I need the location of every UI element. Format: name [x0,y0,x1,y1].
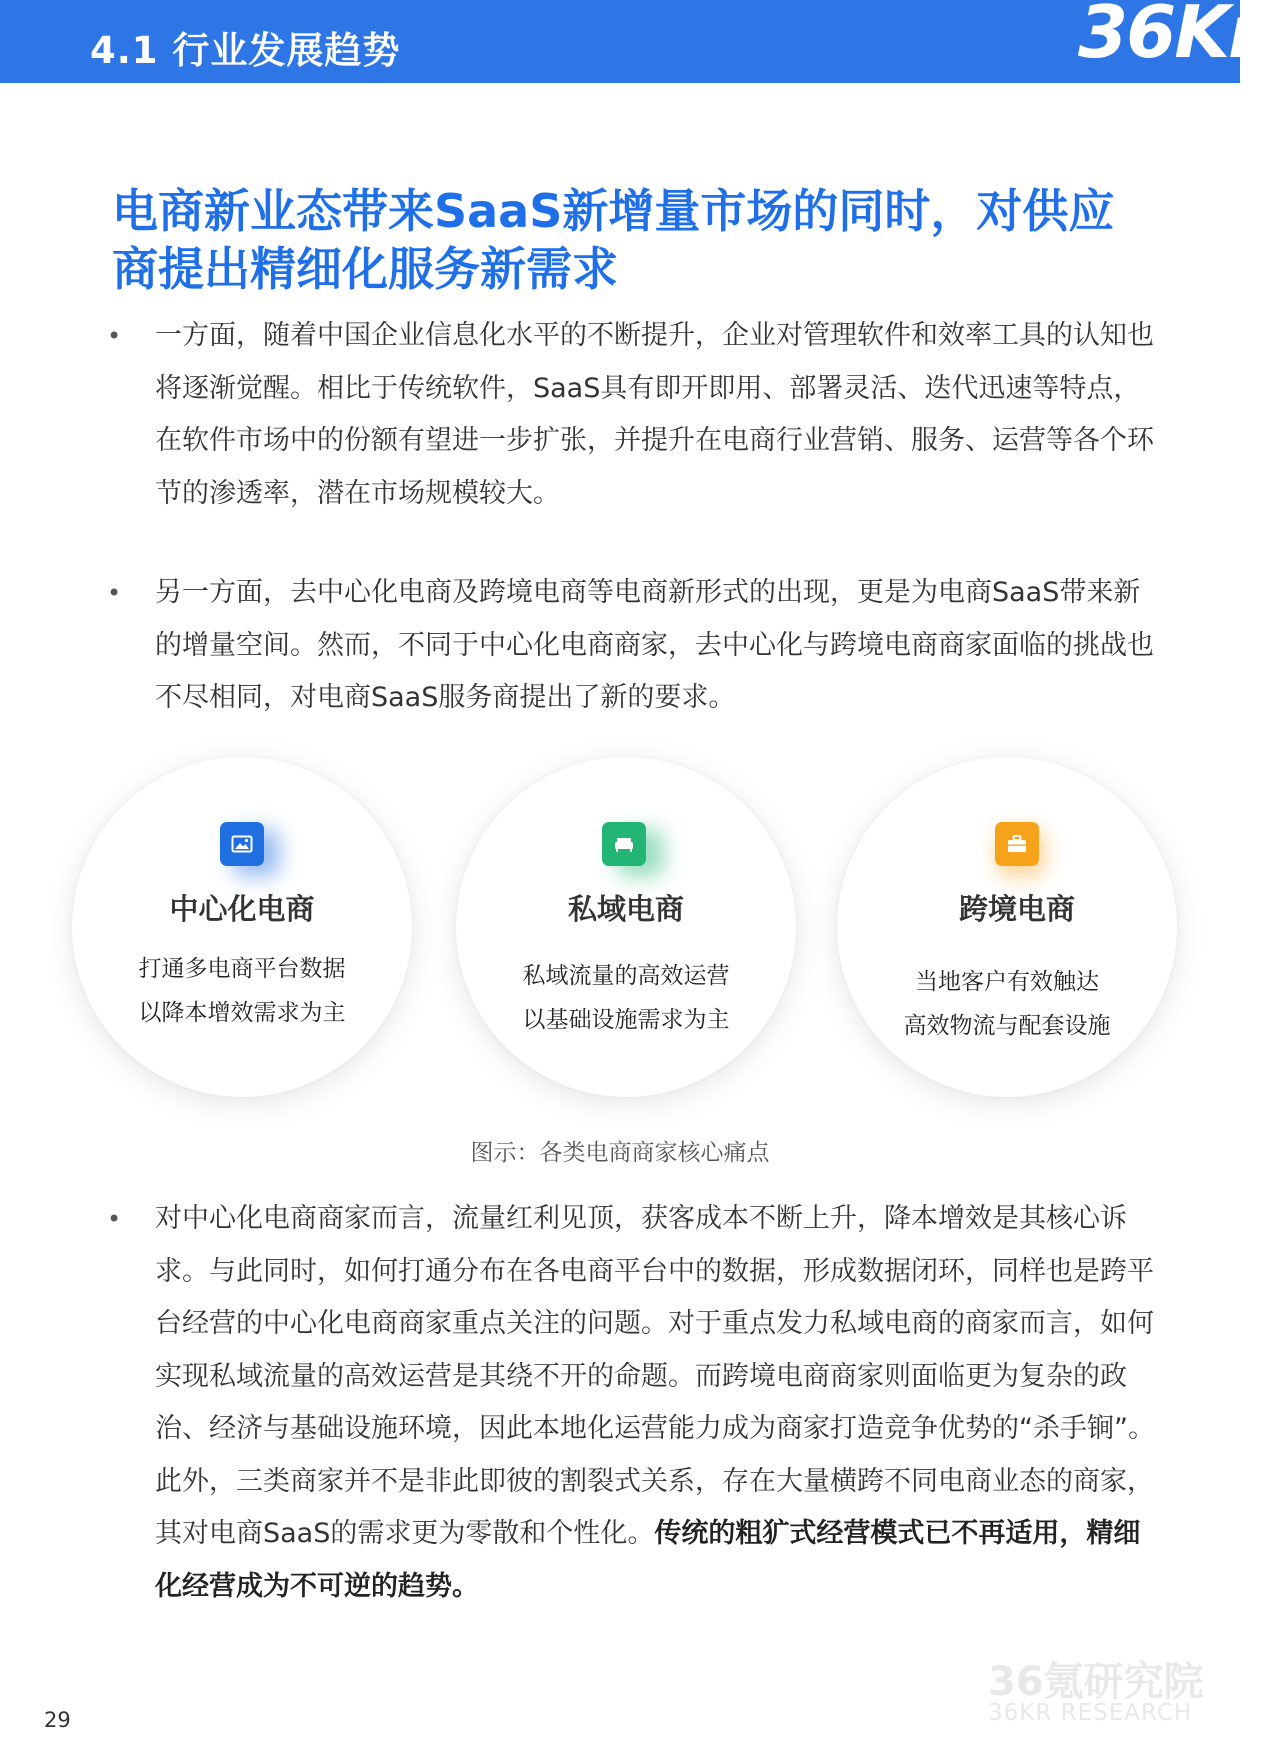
card-centralized-ecommerce [72,757,412,1097]
card-line-2: 高效物流与配套设施 [903,1013,1111,1039]
card-private-ecommerce [456,757,796,1097]
card-line-1: 私域流量的高效运营 [522,963,730,989]
page-number: 29 [44,1708,71,1732]
bullet: • [107,322,122,350]
bullet: • [107,579,122,607]
card-line-1: 打通多电商平台数据 [138,956,346,982]
section-title: 4.1 行业发展趋势 [90,29,401,72]
paragraph-2 [107,567,1155,725]
paragraph-1 [107,310,1155,520]
image-icon [220,822,264,866]
card-title: 私域电商 [567,892,684,926]
card-line-2: 以基础设施需求为主 [522,1007,730,1033]
sofa-icon [602,822,646,866]
watermark-en: 36KR RESEARCH [988,1700,1193,1726]
card-title: 中心化电商 [169,892,315,926]
bullet: • [107,1205,122,1233]
paragraph-1-text: 一方面，随着中国企业信息化水平的不断提升，企业对管理软件和效率工具的认知也将逐渐觉醒。相比于传统软件，SaaS具有即开即用、部署灵活、迭代迅速等特点，在软件市场中的份额有望进一步扩张，并提升在电商行业营销、服务、运营等各个环节的渗透率，潜在市场规模较大。 [155,320,1154,509]
36kr-logo: 36Kr [1078,0,1262,74]
header-bar [0,0,1262,83]
watermark-cn: 36氪研究院 [988,1659,1204,1705]
figure-caption: 图示：各类电商商家核心痛点 [470,1140,770,1166]
card-title: 跨境电商 [958,892,1075,926]
paragraph-2-text: 另一方面，去中心化电商及跨境电商等电商新形式的出现，更是为电商SaaS带来新的增量空间。然而，不同于中心化电商商家，去中心化与跨境电商商家面临的挑战也不尽相同，对电商SaaS服务商提出了新的要求。 [155,577,1154,713]
card-line-2: 以降本增效需求为主 [138,1000,346,1026]
briefcase-icon [995,822,1039,866]
paragraph-3-text: 对中心化电商商家而言，流量红利见顶，获客成本不断上升，降本增效是其核心诉求。与此同时，如何打通分布在各电商平台中的数据，形成数据闭环，同样也是跨平台经营的中心化电商商家重点关注的问题。对于重点发力私域电商的商家而言，如何实现私域流量的高效运营是其绕不开的命题。而跨境电商商家则面临更为复杂的政治、经济与基础设施环境，因此本地化运营能力成为商家打造竞争优势的“杀手锏”。此外，三类商家并不是非此即彼的割裂式关系，存在大量横跨不同电商业态的商家，其对电商SaaS的需求更为零散和个性化。 [155,1203,1155,1549]
page-title: 电商新业态带来SaaS新增量市场的同时，对供应商提出精细化服务新需求 [112,184,1115,296]
card-line-1: 当地客户有效触达 [915,969,1099,995]
paragraph-3 [107,1193,1155,1613]
card-cross-border-ecommerce [837,757,1177,1097]
paragraph-3-bold: 传统的粗犷式经营模式已不再适用，精细化经营成为不可逆的趋势。 [155,1518,1141,1602]
